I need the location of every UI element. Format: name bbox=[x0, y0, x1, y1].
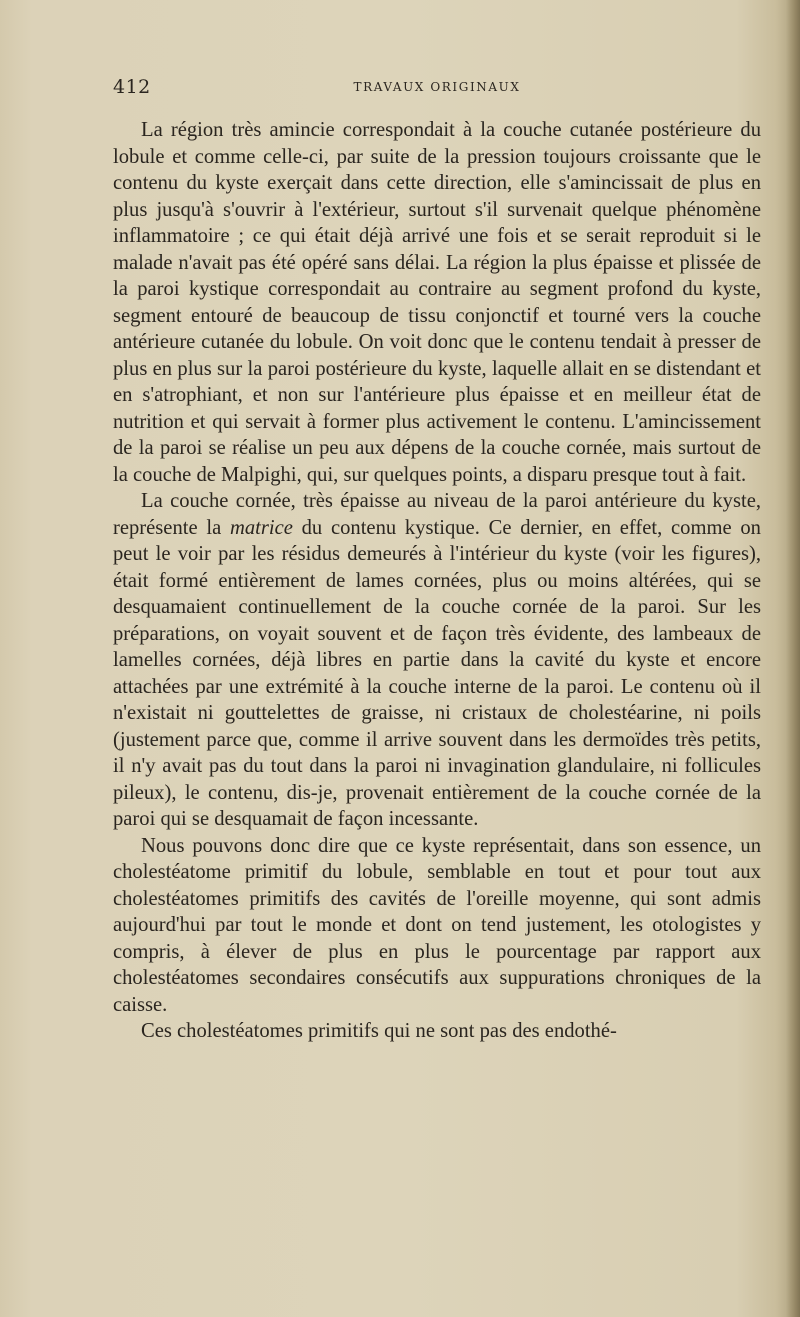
page-header bbox=[113, 76, 761, 100]
page-number: 412 bbox=[113, 76, 151, 98]
body-text bbox=[113, 117, 761, 1045]
paragraph bbox=[113, 833, 761, 1019]
page-edge-shadow bbox=[786, 0, 800, 1317]
paragraph-text: La couche cornée, très épaisse au niveau de la paroi antérieure du kyste, représente la bbox=[113, 490, 761, 539]
paragraph-text: Ces cholestéatomes primitifs qui ne sont pas des endothé- bbox=[141, 1020, 617, 1042]
paragraph bbox=[113, 1018, 761, 1045]
paragraph-text: Nous pouvons donc dire que ce kyste représentait, dans son essence, un cholestéatome primitif du lobule, semblable en tout et pour tout aux cholestéatomes primitifs des cavités de l'oreille moyenne, qui sont admis aujourd'hui par tout le monde et dont on tend justement, les otologistes y compris, à élever de plus en plus le pourcentage par rapport aux cholestéatomes secondaires consécutifs aux suppurations chroniques de la caisse. bbox=[113, 834, 761, 1016]
paragraph bbox=[113, 117, 761, 488]
paragraph-text: La région très amincie correspondait à la couche cutanée postérieure du lobule et comme celle-ci, par suite de la pression toujours croissante que le contenu du kyste exerçait dans cette direction, elle s'amincissait de plus en plus jusqu'à s'ouvrir à l'extérieur, surtout s'il survenait quelque phénomène inflammatoire ; ce qui était déjà arrivé une fois et se serait reproduit si le malade n'avait pas été opéré sans délai. La région la plus épaisse et plissée de la paroi kystique correspondait au contraire au segment profond du kyste, segment entouré de beaucoup de tissu conjonctif et tourné vers la couche antérieure cutanée du lobule. On voit donc que le contenu tendait à presser de plus en plus sur la paroi postérieure du kyste, laquelle allait en se distendant et en s'atrophiant, et non sur l'antérieure plus épaisse et en meilleur état de nutrition et qui servait à former plus activement le contenu. L'amincissement de la paroi se réalise un peu aux dépens de la couche cornée, mais surtout de la couche de Malpighi, qui, sur quelques points, a disparu presque tout à fait. bbox=[113, 119, 761, 486]
italic-term: matrice bbox=[229, 516, 293, 539]
running-head: TRAVAUX ORIGINAUX bbox=[353, 80, 521, 94]
paragraph-text: du contenu kystique. Ce dernier, en effet, comme on peut le voir par les résidus demeurés à l'intérieur du kyste (voir les figures), était formé entièrement de lames cornées, plus ou moins altérées, qui se desquamaient continuellement de la couche cornée de la paroi. Sur les préparations, on voyait souvent et de façon très évidente, des lambeaux de lamelles cornées, déjà libres en partie dans la cavité du kyste et encore attachées par une extrémité à la couche interne de la paroi. Le contenu où il n'existait ni gouttelettes de graisse, ni cristaux de cholestéarine, ni poils (justement parce que, comme il arrive souvent dans les dermoïdes très petits, il n'y avait pas du tout dans la paroi ni invagination glandulaire, ni follicules pileux), le contenu, dis-je, provenait entièrement de la couche cornée de la paroi qui se desquamait de façon incessante. bbox=[113, 516, 761, 830]
paragraph bbox=[113, 488, 761, 833]
